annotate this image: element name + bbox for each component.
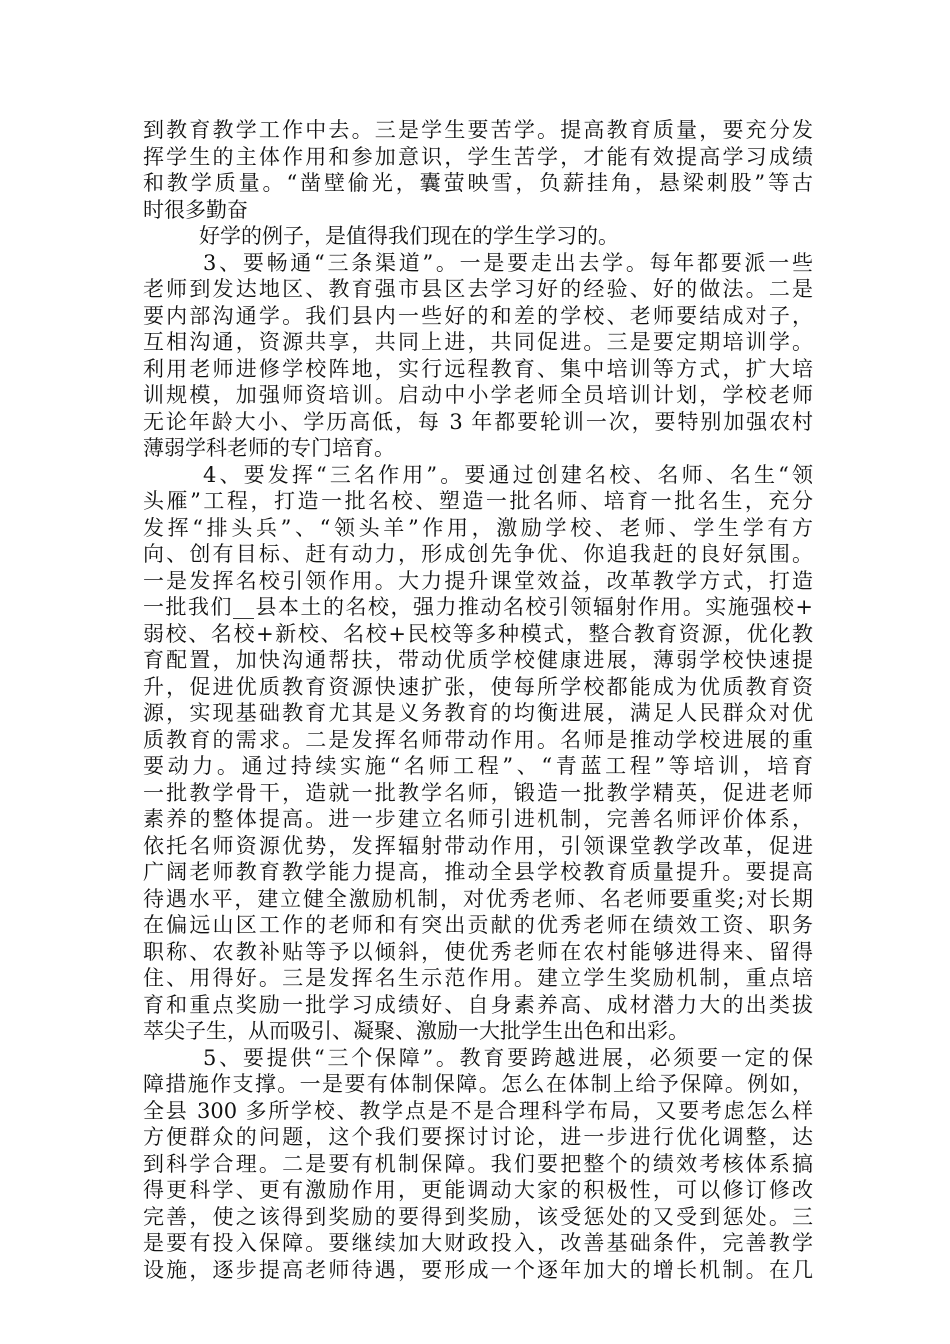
text-line: 向、创有目标、赶有动力，形成创先争优、你追我赶的良好氛围。 [143, 542, 813, 566]
text-line: 职称、农教补贴等予以倾斜，使优秀老师在农村能够进得来、留得 [143, 939, 813, 964]
text-line: 要动力。通过持续实施“名师工程”、“青蓝工程”等培训，培育 [143, 754, 813, 778]
text-line: 方便群众的问题，这个我们要探讨讨论，进一步进行优化调整，达 [143, 1125, 813, 1149]
text-line: 完善，使之该得到奖励的要得到奖励，该受惩处的又受到惩处。三 [143, 1204, 813, 1229]
text-line: 头雁”工程，打造一批名校、塑造一批名师、培育一批名生，充分 [143, 489, 813, 513]
text-line: 得更科学、更有激励作用，更能调动大家的积极性，可以修订修改 [143, 1178, 813, 1202]
text-line: 3、要畅通“三条渠道”。一是要走出去学。每年都要派一些 [203, 250, 813, 275]
text-line: 是要有投入保障。要继续加大财政投入，改善基础条件，完善教学 [143, 1231, 813, 1255]
text-line: 互相沟通，资源共享，共同上进，共同促进。三是要定期培训学。 [143, 330, 813, 354]
text-line: 好学的例子，是值得我们现在的学生学习的。 [199, 224, 619, 248]
text-line: 无论年龄大小、学历高低，每 3 年都要轮训一次，要特别加强农村 [143, 409, 813, 434]
text-line: 广阔老师教育教学能力提高，推动全县学校教育质量提升。要提高 [143, 860, 813, 884]
text-line: 升，促进优质教育资源快速扩张，使每所学校都能成为优质教育资 [143, 674, 813, 699]
text-line: 和教学质量。“凿壁偷光，囊萤映雪，负薪挂角，悬梁刺股”等古 [143, 171, 813, 195]
text-line: 发挥“排头兵”、“领头羊”作用，激励学校、老师、学生学有方 [143, 515, 813, 540]
text-line: 源，实现基础教育尤其是义务教育的均衡进展，满足人民群众对优 [143, 701, 813, 725]
text-line: 训规模，加强师资培训。启动中小学老师全员培训计划，学校老师 [143, 383, 813, 407]
text-line: 萃尖子生，从而吸引、凝聚、激励一大批学生出色和出彩。 [143, 1019, 689, 1043]
text-line: 到科学合理。二是要有机制保障。我们要把整个的绩效考核体系搞 [143, 1151, 813, 1176]
text-line: 一批教学骨干，造就一批教学名师，锻造一批教学精英，促进老师 [143, 780, 813, 805]
text-line: 一批我们__县本土的名校，强力推动名校引领辐射作用。实施强校+ [143, 595, 813, 619]
text-line: 挥学生的主体作用和参加意识，学生苦学，才能有效提高学习成绩 [143, 144, 813, 169]
text-line: 弱校、名校+新校、名校+民校等多种模式，整合教育资源，优化教 [143, 621, 813, 646]
text-line: 育配置，加快沟通帮扶，带动优质学校健康进展，薄弱学校快速提 [143, 648, 813, 672]
text-line: 薄弱学科老师的专门培育。 [143, 436, 395, 460]
text-line: 4、要发挥“三名作用”。要通过创建名校、名师、名生“领 [203, 462, 813, 487]
text-line: 在偏远山区工作的老师和有突出贡献的优秀老师在绩效工资、职务 [143, 913, 813, 937]
text-line: 5、要提供“三个保障”。教育要跨越进展，必须要一定的保 [203, 1045, 813, 1070]
text-line: 依托名师资源优势，发挥辐射带动作用，引领课堂教学改革，促进 [143, 833, 813, 858]
text-line: 一是发挥名校引领作用。大力提升课堂效益，改革教学方式，打造 [143, 568, 813, 593]
text-line: 障措施作支撑。一是要有体制保障。怎么在体制上给予保障。例如， [143, 1072, 813, 1096]
text-line: 时很多勤奋 [143, 197, 248, 222]
text-line: 全县 300 多所学校、教学点是不是合理科学布局，又要考虑怎么样 [143, 1098, 813, 1123]
document-body [143, 117, 813, 1283]
text-line: 利用老师进修学校阵地，实行远程教育、集中培训等方式，扩大培 [143, 356, 813, 381]
text-line: 老师到发达地区、教育强市县区去学习好的经验、好的做法。二是 [143, 277, 813, 301]
text-line: 育和重点奖励一批学习成绩好、自身素养高、成材潜力大的出类拔 [143, 992, 813, 1017]
text-line: 设施，逐步提高老师待遇，要形成一个逐年加大的增长机制。在几 [143, 1257, 813, 1282]
text-line: 住、用得好。三是发挥名生示范作用。建立学生奖励机制，重点培 [143, 966, 813, 990]
text-line: 待遇水平，建立健全激励机制，对优秀老师、名老师要重奖;对长期 [143, 886, 813, 911]
text-line: 质教育的需求。二是发挥名师带动作用。名师是推动学校进展的重 [143, 727, 813, 752]
text-line: 要内部沟通学。我们县内一些好的和差的学校、老师要结成对子， [143, 303, 813, 328]
text-line: 素养的整体提高。进一步建立名师引进机制，完善名师评价体系， [143, 807, 813, 831]
text-line: 到教育教学工作中去。三是学生要苦学。提高教育质量，要充分发 [143, 118, 813, 142]
